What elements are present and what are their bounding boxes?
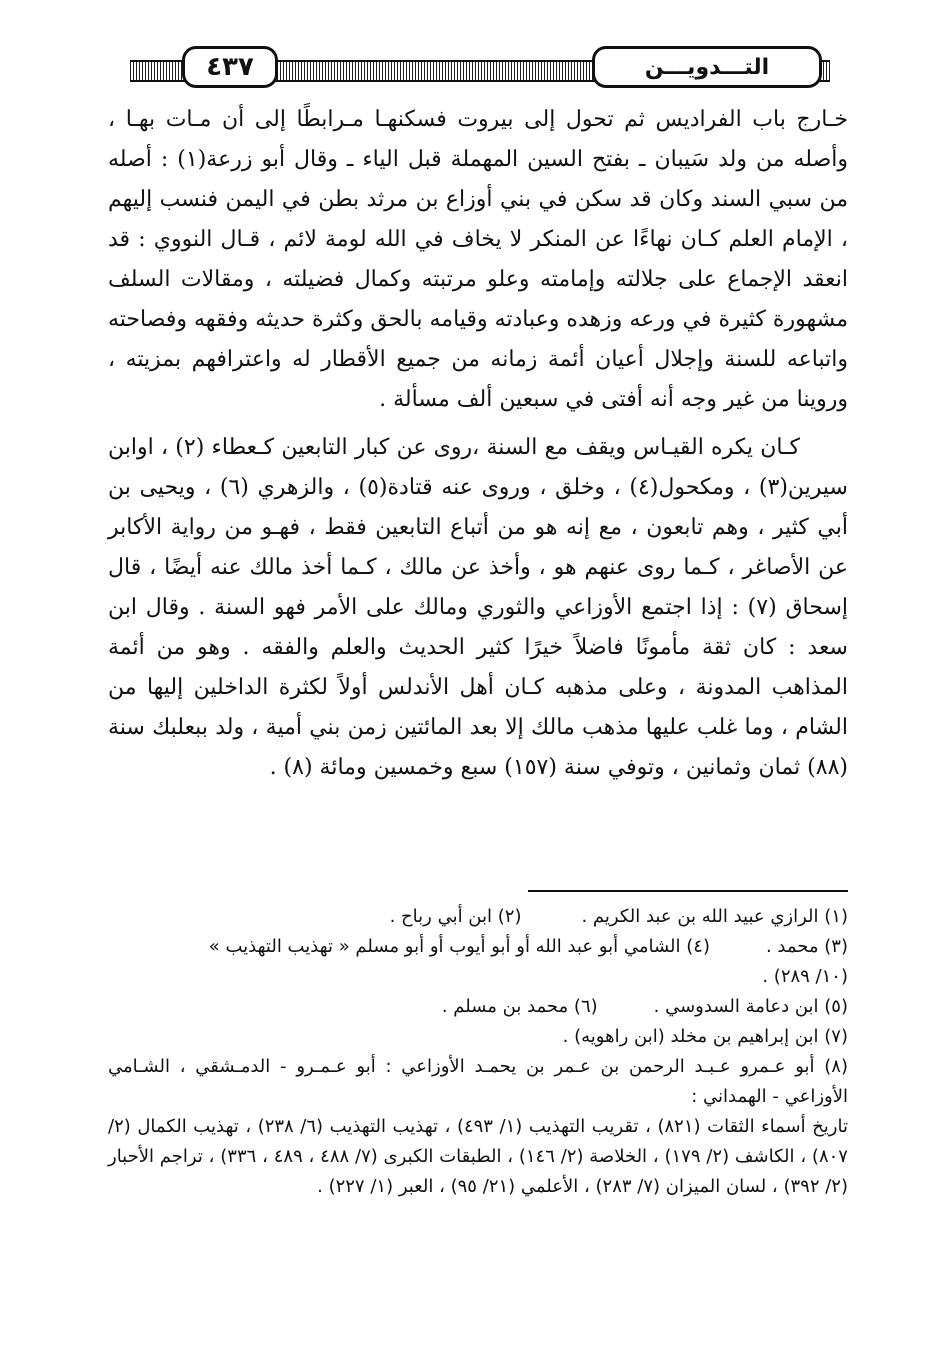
footnote-6: (٦) محمد بن مسلم . (441, 996, 598, 1017)
footnote-4: (٤) الشامي أبو عبد الله أو أبو أيوب أو أبو مسلم « تهذيب التهذيب » (208, 936, 710, 957)
footnote-row-2 (108, 932, 848, 962)
footnote-2: (٢) ابن أبي رباح . (389, 906, 522, 927)
page-number: ٤٣٧ (182, 46, 278, 88)
footnote-3: (٣) محمد . (765, 936, 848, 957)
footnote-row-1 (108, 902, 848, 932)
running-title: التـــدويـــن (592, 46, 822, 88)
paragraph-2: كـان يكره القيـاس ويقف مع السنة ،روى عن كبار التابعين كـعطاء (٢) ، اوابن سيرين(٣) ، ومكحول(٤) ، وخلق ، وروى عنه قتادة(٥) ، والزهري (٦) ، ويحيى بن أبي كثير ، وهم تابعون ، مع إنه هو من أتباع التابعين فقط ، فهـو من رواية الأكابر عن الأصاغر ، كـما روى عنهم هو ، وأخذ عن مالك ، كـما أخذ مالك عنه أيضًا ، قال إسحاق (٧) : إذا اجتمع الأوزاعي والثوري ومالك على الأمر فهو السنة . وقال ابن سعد : كان ثقة مأمونًا فاضلاً خيرًا كثير الحديث والعلم والفقه . وهو من أئمة المذاهب المدونة ، وعلى مذهبه كـان أهل الأندلس أولاً لكثرة الداخلين إليها من الشام ، وما غلب عليها مذهب مالك إلا بعد المائتين زمن بني أمية ، ولد ببعلبك سنة (٨٨) ثمان وثمانين ، وتوفي سنة (١٥٧) سبع وخمسين ومائة (٨) . (108, 435, 849, 780)
footnote-7: (٧) ابن إبراهيم بن مخلد (ابن راهويه) . (562, 1026, 848, 1047)
footnote-4-continued: (١٠/ ٢٨٩) . (762, 966, 848, 987)
footnotes (108, 902, 848, 1202)
footnote-8-sources: تاريخ أسماء الثقات (٨٢١) ، تقريب التهذيب (١/ ٤٩٣) ، تهذيب التهذيب (٦/ ٢٣٨) ، تهذيب الكمال (٢/ ٨٠٧) ، الكاشف (٢/ ١٧٩) ، الخلاصة (٢/ ١٤٦) ، الطبقات الكبرى (٧/ ٤٨٨ ، ٤٨٩ ، ٣٣٦) ، تراجم الأحبار (٢/ ٣٩٢) ، لسان الميزان (٧/ ٢٨٣) ، الأعلمي (٢١/ ٩٥) ، العبر (١/ ٢٢٧) . (108, 1116, 848, 1197)
footnote-5: (٥) ابن دعامة السدوسي . (653, 996, 848, 1017)
footnote-row-3 (108, 992, 848, 1022)
paragraph-1: خـارج باب الفراديس ثم تحول إلى بيروت فسكنهـا مـرابطًا إلى أن مـات بهـا ، وأصله من ولد سَيبان ـ بفتح السين المهملة قبل الياء ـ وقال أبو زرعة(١) : أصله من سبي السند وكان قد سكن في بني أوزاع بن مرثد بطن في اليمن فنسب إليهم ، الإمام العلم كـان نهاءًا عن المنكر لا يخاف في الله لومة لائم ، قـال النووي : قد انعقد الإجماع على جلالته وإمامته وعلو مرتبته وكمال فضيلته ، ومقالات السلف مشهورة كثيرة في ورعه وزهده وعبادته وقيامه بالحق وكثرة حديثه وفقهه وفصاحته واتباعه للسنة وإجلال أعيان أئمة زمانه من جميع الأقطار له واعترافهم بمزيته ، وروينا من غير وجه أنه أفتى في سبعين ألف مسألة . (108, 107, 848, 412)
main-text (108, 100, 848, 788)
footnote-separator (528, 890, 848, 892)
footnote-1: (١) الرازي عبيد الله بن عبد الكريم . (581, 906, 848, 927)
footnote-8: (٨) أبو عـمرو عـبـد الرحمن بن عـمر بن يحمـد الأوزاعي : أبو عـمـرو - الدمـشقي ، الشـامي الأوزاعي - الهمداني : (108, 1056, 848, 1107)
page-header (130, 42, 830, 94)
